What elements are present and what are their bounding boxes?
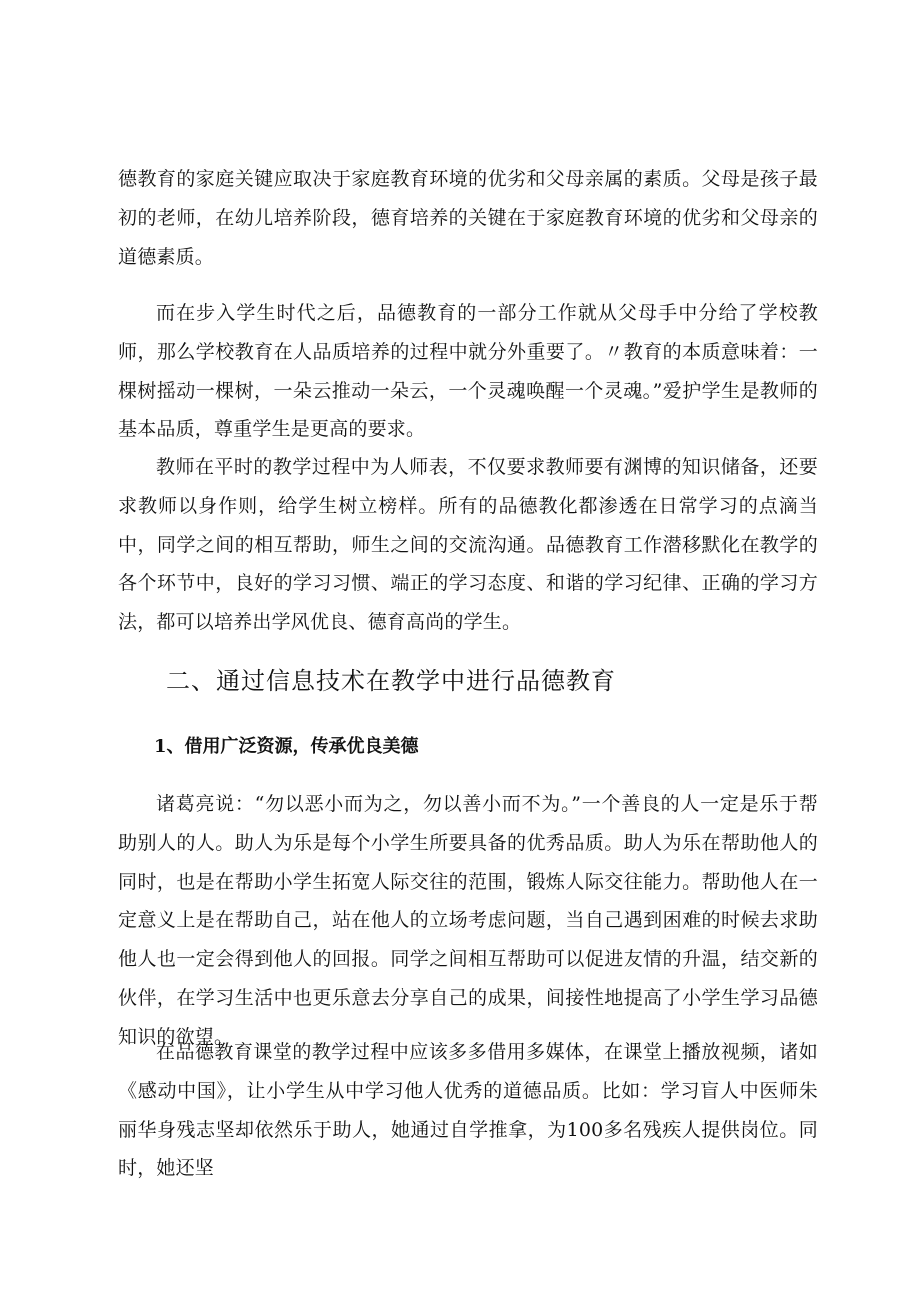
paragraph-5: 在品德教育课堂的教学过程中应该多多借用多媒体，在课堂上播放视频，诸如《感动中国》，让小学生从中学习他人优秀的道德品质。比如：学习盲人中医师朱丽华身残志坚却依然乐于助人，她通过自学推拿，为100多名残疾人提供岗位。同时，她还坚 [118, 1041, 818, 1180]
paragraph-1: 德教育的家庭关键应取决于家庭教育环境的优劣和父母亲属的素质。父母是孩子最初的老师，在幼儿培养阶段，德育培养的关键在于家庭教育环境的优劣和父母亲的道德素质。 [118, 168, 818, 268]
paragraph-4: 诸葛亮说：“勿以恶小而为之，勿以善小而不为。”一个善良的人一定是乐于帮助别人的人。助人为乐是每个小学生所要具备的优秀品质。助人为乐在帮助他人的同时，也是在帮助小学生拓宽人际交往的范围，锻炼人际交往能力。帮助他人在一定意义上是在帮助自己，站在他人的立场考虑问题，当自己遇到困难的时候去求助他人也一定会得到他人的回报。同学之间相互帮助可以促进友情的升温，结交新的伙伴，在学习生活中也更乐意去分享自己的成果，间接性地提高了小学生学习品德知识的欲望。 [118, 793, 818, 1048]
paragraph-2: 而在步入学生时代之后，品德教育的一部分工作就从父母手中分给了学校教师，那么学校教育在人品质培养的过程中就分外重要了。〃教育的本质意味着：一棵树摇动一棵树，一朵云推动一朵云，一个灵魂唤醒一个灵魂。”爱护学生是教师的基本品质，尊重学生是更高的要求。 [118, 302, 818, 441]
subsection-heading: 1、借用广泛资源，传承优良美德 [154, 736, 419, 757]
section-heading: 二、通过信息技术在教学中进行品德教育 [166, 667, 616, 695]
paragraph-3: 教师在平时的教学过程中为人师表，不仅要求教师要有渊博的知识储备，还要求教师以身作则，给学生树立榜样。所有的品德教化都渗透在日常学习的点滴当中，同学之间的相互帮助，师生之间的交流沟通。品德教育工作潜移默化在教学的各个环节中，良好的学习习惯、端正的学习态度、和谐的学习纪律、正确的学习方法，都可以培养出学风优良、德育高尚的学生。 [118, 456, 818, 634]
